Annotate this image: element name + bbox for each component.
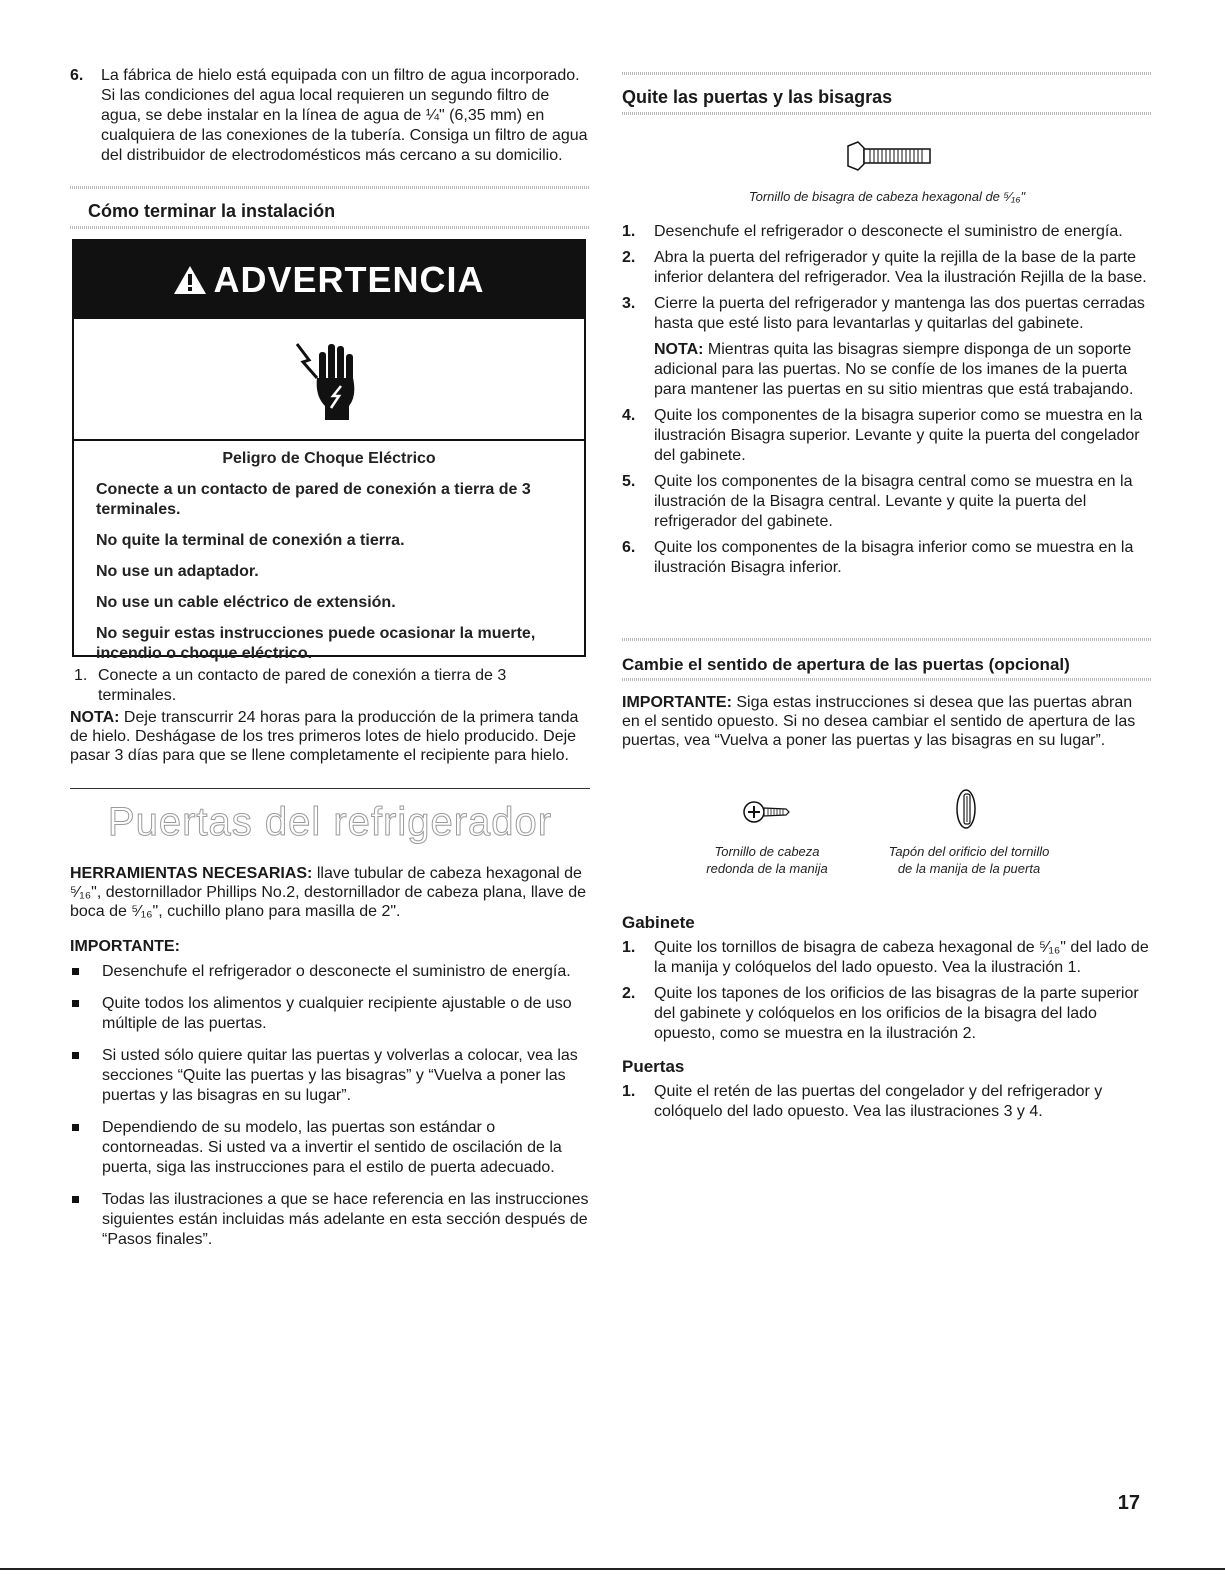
round-head-screw-icon [742,798,790,826]
hex-hinge-screw-icon [844,140,936,172]
step-text: Desenchufe el refrigerador o desconecte el suministro de energía. [654,223,1123,240]
warning-line: No use un adaptador. [96,563,259,580]
remove-step [622,294,1152,400]
importante-label: IMPORTANTE: [622,694,732,711]
warning-line: No seguir estas instrucciones puede ocasionar la muerte, incendio o choque eléctrico. [96,625,536,662]
bullet-icon [72,1052,79,1059]
hole-plug-icon [954,788,978,830]
step-number: 2. [622,249,636,266]
bullet-item [70,994,590,1034]
step-3-nota [654,340,1152,400]
step-number: 1. [622,223,636,240]
puertas-steps-list [622,1082,1152,1122]
step-text: La fábrica de hielo está equipada con un filtro de agua incorporado. Si las condiciones del agua local requieren un segundo filtro de agua, se debe instalar en la línea de agua de ¼" (6,35 mm) en cualquiera de las conexiones de la tubería. Consiga un filtro de agua del distribuidor de electrodomésticos más cercano a su domicilio. [101,67,588,164]
bullet-item [70,1046,590,1106]
gabinete-step [622,938,1152,978]
importante-label: IMPORTANTE: [70,938,180,955]
step-text: Quite los componentes de la bisagra superior como se muestra en la ilustración Bisagra superior. Levante y quite la puerta del congelador del gabinete. [654,407,1143,464]
plug-caption: Tapón del orificio del tornillo de la manija de la puerta [888,844,1050,876]
warning-title: ADVERTENCIA [213,259,485,300]
bullet-text: Si usted sólo quiere quitar las puertas y volverlas a colocar, vea las secciones “Quite las puertas y las bisagras” y “Vuelva a poner las puertas y las bisagras en su lugar”. [102,1047,578,1104]
bullet-text: Quite todos los alimentos y cualquier recipiente ajustable o de uso múltiple de las puertas. [102,995,572,1032]
divider [622,72,1152,75]
section-rule [70,788,590,789]
bullet-icon [72,1000,79,1007]
warning-box [72,239,586,662]
step-number: 5. [622,473,636,490]
divider [622,638,1152,641]
gabinete-steps-list [622,938,1152,1044]
bullet-text: Dependiendo de su modelo, las puertas son estándar o contorneadas. Si usted va a invertir el sentido de oscilación de la puerta, siga las instrucciones para el estilo de puerta adecuado. [102,1119,562,1176]
divider [622,112,1152,115]
bullet-item [70,1190,590,1250]
remove-step [622,472,1152,532]
hazard-label: Peligro de Choque Eléctrico [222,450,436,467]
step-number: 6. [622,539,636,556]
reverse-heading: Cambie el sentido de apertura de las puertas (opcional) [622,655,1070,674]
puertas-step [622,1082,1152,1122]
gabinete-heading: Gabinete [622,913,695,932]
divider [70,226,590,229]
warning-line: Conecte a un contacto de pared de conexión a tierra de 3 terminales. [96,481,531,518]
nota-text: Deje transcurrir 24 horas para la producción de la primera tanda de hielo. Deshágase de los tres primeros lotes de hielo producido. Deje pasar 3 días para que se llene completamente el recipiente para hielo. [70,709,579,764]
bullet-icon [72,1124,79,1131]
bullet-text: Desenchufe el refrigerador o desconecte el suministro de energía. [102,963,571,980]
tools-paragraph [70,864,590,921]
warning-title-bar [74,241,584,319]
section-title: Puertas del refrigerador [107,800,553,844]
remove-step [622,248,1152,288]
gabinete-step [622,984,1152,1044]
step-text: Quite el retén de las puertas del congelador y del refrigerador y colóquelo del lado opuesto. Vea las ilustraciones 3 y 4. [654,1083,1103,1120]
warning-line: No use un cable eléctrico de extensión. [96,594,396,611]
step-text: Quite los componentes de la bisagra inferior como se muestra en la ilustración Bisagra inferior. [654,539,1134,576]
warning-line: No quite la terminal de conexión a tierra. [96,532,405,549]
remove-step [622,406,1152,466]
reverse-importante [622,693,1152,750]
tools-label: HERRAMIENTAS NECESARIAS: [70,865,313,882]
bullet-icon [72,1196,79,1203]
divider [70,186,590,189]
step-number: 2. [622,985,636,1002]
step-number: 1. [622,1083,636,1100]
remove-step [622,538,1152,578]
remove-step [622,222,1152,242]
page-number: 17 [1117,1492,1140,1514]
step-6 [70,66,590,166]
remove-heading: Quite las puertas y las bisagras [622,87,893,107]
step-text: Quite los tornillos de bisagra de cabeza hexagonal de ⁵⁄₁₆" del lado de la manija y colóquelos del lado opuesto. Vea la ilustración 1. [654,939,1149,976]
warning-text [74,441,584,674]
page-bottom-rule [0,1568,1225,1570]
nota-paragraph [70,708,590,765]
bullet-item [70,1118,590,1178]
electric-shock-hand-icon [289,334,369,424]
step-text: Cierre la puerta del refrigerador y mantenga las dos puertas cerradas hasta que esté listo para levantarlas y quitarlas del gabinete. [654,295,1145,332]
screw-caption: Tornillo de cabeza redonda de la manija [706,844,828,876]
step-1 [70,666,572,706]
bullet-item [70,962,590,982]
step-text: Abra la puerta del refrigerador y quite la rejilla de la base de la parte inferior delantera del refrigerador. Vea la ilustración Rejilla de la base. [654,249,1147,286]
step-text: Quite los tapones de los orificios de las bisagras de la parte superior del gabinete y colóquelos en los orificios de la bisagra del lado opuesto, como se muestra en la ilustración 2. [654,985,1139,1042]
bullet-text: Todas las ilustraciones a que se hace referencia en las instrucciones siguientes están incluidas más adelante en esta sección después de “Pasos finales”. [102,1191,589,1248]
hinge-screw-caption: Tornillo de bisagra de cabeza hexagonal de ⁵⁄₁₆" [748,189,1026,204]
install-heading: Cómo terminar la instalación [88,201,336,221]
puertas-heading: Puertas [622,1057,685,1076]
importante-text: Siga estas instrucciones si desea que las puertas abran en el sentido opuesto. Si no desea cambiar el sentido de apertura de las puertas, vea “Vuelva a poner las puertas y las bisagras en su lugar”. [622,694,1136,749]
bullet-list [70,962,590,1250]
nota-label: NOTA: [654,341,704,358]
step-number: 3. [622,295,636,312]
step-text: Conecte a un contacto de pared de conexión a tierra de 3 terminales. [98,667,507,704]
nota-label: NOTA: [70,709,120,726]
step-number: 1. [74,667,88,684]
warning-icon-area [74,319,584,441]
bullet-icon [72,968,79,975]
step-text: Quite los componentes de la bisagra central como se muestra en la ilustración de la Bisagra central. Levante y quite la puerta del refrigerador del gabinete. [654,473,1133,530]
tools-text: llave tubular de cabeza hexagonal de ⁵⁄₁₆", destornillador Phillips No.2, destornillador de cabeza plana, llave de boca de ⁵⁄₁₆", cuchillo plano para masilla de 2". [70,865,587,920]
step-number: 6. [70,67,84,84]
step-number: 4. [622,407,636,424]
divider [622,678,1152,681]
warning-triangle-icon [173,265,207,295]
nota-text: Mientras quita las bisagras siempre disponga de un soporte adicional para las puertas. No se confíe de los imanes de la puerta para mantener las puertas en su sitio mientras que está trabajando. [654,341,1134,398]
remove-steps-list [622,222,1152,578]
step-number: 1. [622,939,636,956]
